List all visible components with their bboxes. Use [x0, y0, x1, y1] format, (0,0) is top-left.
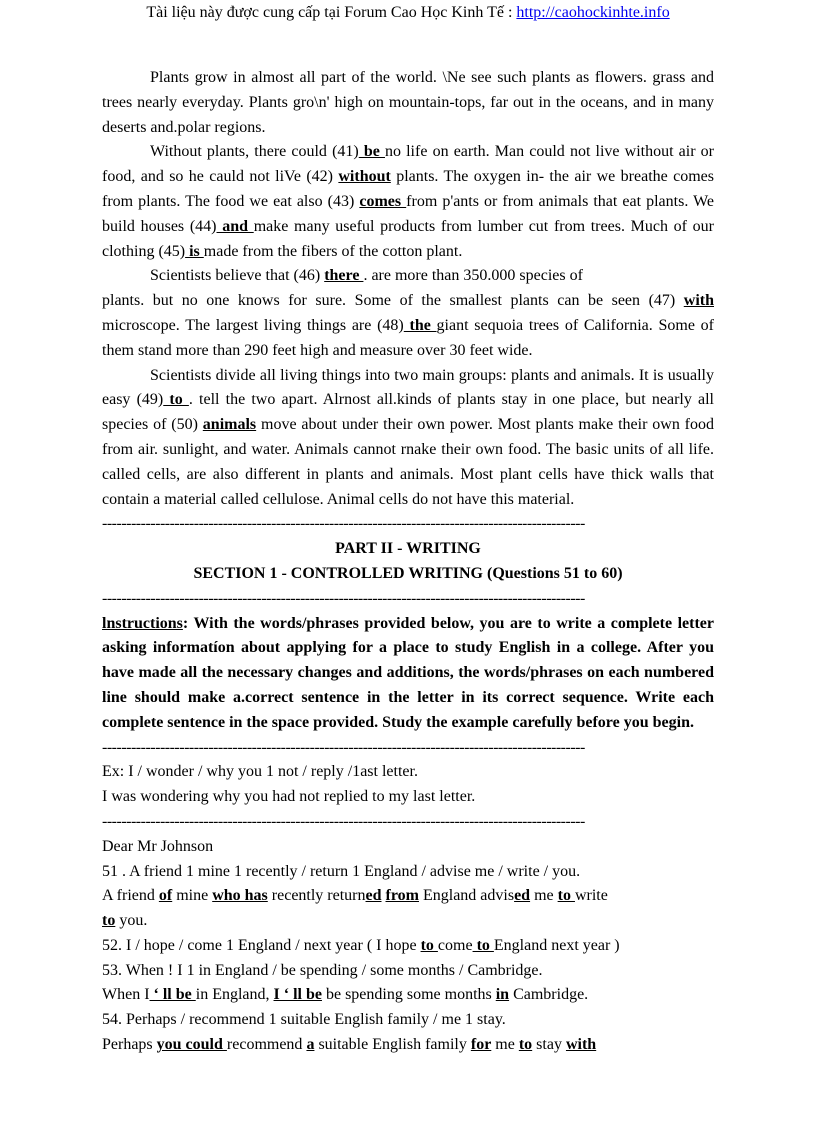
part-title: PART II - WRITING — [335, 540, 481, 558]
passage-paragraph-3-line-1: Scientists believe that (46) there . are more than 350.000 species of — [150, 267, 583, 285]
answer-45: is — [185, 242, 204, 260]
passage-paragraph-4: Scientists divide all living things into two main groups: plants and animals. It is usually easy (49) to . tell the two apart. Alrnost all.kinds of plants stay in one place, but nearly all species of (50) animals move about under their own power. Most plants make their own food from air. sunlight, and water. Animals cannot rnake their own food. The basic units of all life. called cells, are also different in plants and animals. Most plant cells have thick walls that contain a material called cellulose. Animal cells do not have this material. — [102, 366, 715, 508]
page-header — [0, 4, 816, 22]
instructions: lnstructions: With the words/phrases provided below, you are to write a complete letter asking informatíon about applying for a place to study English in a college. After you have made all the necessary changes and additions, the words/phrases on each numbered line should make a.correct sentence in the letter in its correct sequence. Write each complete sentence in the space provided. Study the example carefully before you begin. — [102, 614, 714, 731]
example-answer: I was wondering why you had not replied to my last letter. — [102, 788, 476, 806]
passage-paragraph-1: Plants grow in almost all part of the world. \Ne see such plants as flowers. grass and trees nearly everyday. Plants gro\n' high on mountain-tops, far out in the oceans, and in many deserts and.polar regions. — [102, 69, 714, 136]
header-text: Tài liệu này được cung cấp tại Forum Cao Học Kinh Tế : — [146, 4, 517, 21]
answer-53: When I ‘ ll be in England, I ‘ ll be be spending some months in Cambridge. — [102, 986, 589, 1004]
section-title: SECTION 1 - CONTROLLED WRITING (Questions 51 to 60) — [193, 564, 623, 582]
answer-51: A friend of mine who has recently returned from England advised me to write to you. — [102, 887, 608, 930]
answer-54: Perhaps you could recommend a suitable English family for me to stay with — [102, 1036, 597, 1054]
example-prompt: Ex: I / wonder / why you 1 not / reply /1ast letter. — [102, 763, 418, 781]
instructions-label: lnstructions — [102, 614, 183, 632]
answer-43: comes — [359, 192, 407, 210]
question-53: 53. When ! I 1 in England / be spending / some months / Cambridge. — [102, 961, 543, 979]
separator-line: ---------------------------------------------------------------------------------------------------- — [102, 589, 585, 607]
question-54: 54. Perhaps / recommend 1 suitable English family / me 1 stay. — [102, 1011, 506, 1029]
question-51: 51 . A friend 1 mine 1 recently / return 1 England / advise me / write / you. — [102, 862, 581, 880]
passage-paragraph-3: plants. but no one knows for sure. Some of the smallest plants can be seen (47) with microscope. The largest living things are (48) the giant sequoia trees of California. Some of them stand more than 290 feet high and measure over 30 feet wide. — [102, 292, 714, 359]
letter-greeting: Dear Mr Johnson — [102, 837, 214, 855]
answer-46: there — [324, 267, 364, 285]
separator-line: ---------------------------------------------------------------------------------------------------- — [102, 738, 585, 756]
answer-44: and — [216, 217, 254, 235]
separator-line: ---------------------------------------------------------------------------------------------------- — [102, 812, 585, 830]
answer-41: be — [358, 143, 385, 161]
passage-paragraph-2: Without plants, there could (41) be no life on earth. Man could not live without air or food, and so he cauld not liVe (42) without plants. The oxygen in- the air we breathe comes from plants. The food we eat also (43) comes from p'ants or from animals that eat plants. We build houses (44) and make many useful products from lumber cut from trees. Much of our clothing (45) is made from the fibers of the cotton plant. — [102, 143, 715, 260]
question-52: 52. I / hope / come 1 England / next year ( I hope to come to England next year ) — [102, 936, 620, 954]
answer-48: the — [403, 316, 437, 334]
answer-42: without — [338, 168, 391, 186]
answer-50: animals — [202, 416, 257, 434]
forum-link[interactable]: http://caohockinhte.info — [516, 4, 670, 21]
separator-line: ---------------------------------------------------------------------------------------------------- — [102, 515, 585, 533]
answer-47: with — [683, 292, 714, 310]
answer-49: to — [163, 391, 189, 409]
document-body — [102, 66, 714, 1058]
